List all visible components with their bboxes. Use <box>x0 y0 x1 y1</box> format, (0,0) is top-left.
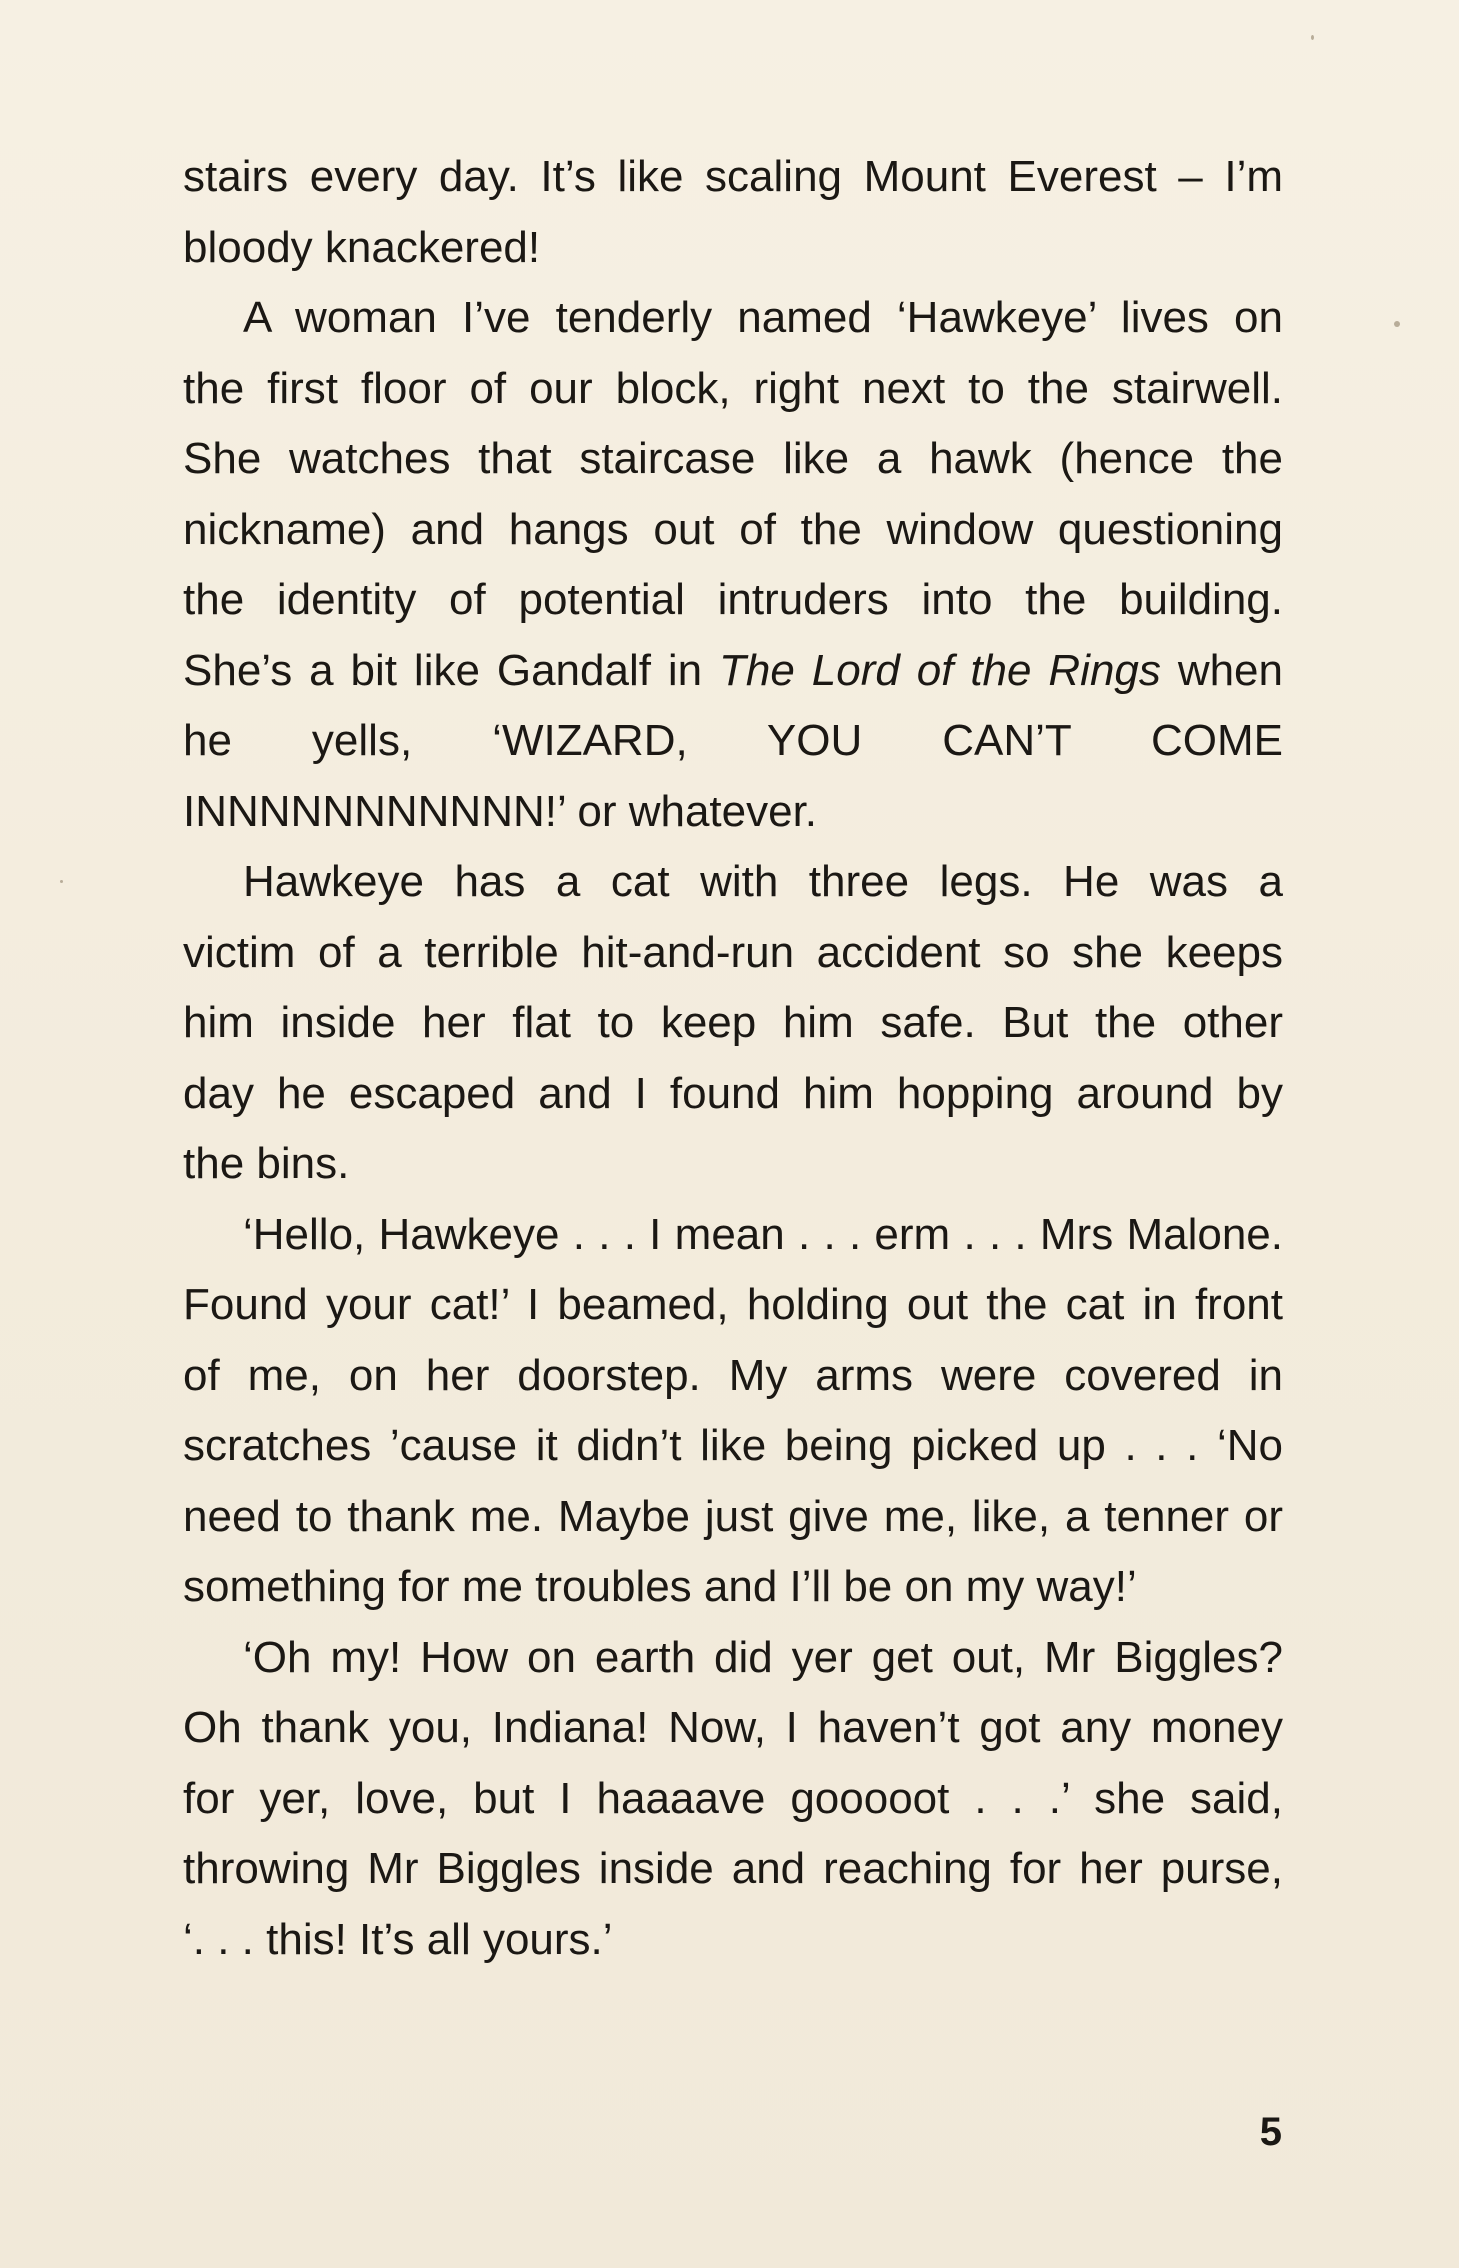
body-text <box>183 142 1283 1975</box>
text-fragment: She’s a bit like Gandalf in <box>183 645 720 695</box>
paper-speck <box>60 880 63 883</box>
text-line: bloody knackered! <box>183 222 541 272</box>
text-line: INNNNNNNNNNN!’ or whatever. <box>183 786 818 836</box>
paper-speck <box>1394 321 1400 327</box>
text-line: nickname) and hangs out of the window questioning <box>183 504 1283 554</box>
text-line: the first floor of our block, right next to the stairwell. <box>183 363 1283 413</box>
text-line: throwing Mr Biggles inside and reaching for her purse, <box>183 1844 1283 1893</box>
page-number: 5 <box>1259 2110 1282 2154</box>
text-line: ‘Hello, Hawkeye . . . I mean . . . erm . . . Mrs Malone. <box>243 1209 1283 1259</box>
text-line: the identity of potential intruders into the building. <box>183 575 1283 624</box>
text-line: him inside her flat to keep him safe. But the other <box>183 998 1283 1047</box>
text-line: of me, on her doorstep. My arms were covered in <box>183 1350 1283 1400</box>
text-line: stairs every day. It’s like scaling Mount Everest – I’m <box>183 152 1283 201</box>
book-title: The Lord of the Rings <box>719 645 1161 695</box>
text-line: scratches ’cause it didn’t like being picked up . . . ‘No <box>183 1421 1283 1470</box>
text-line: She watches that staircase like a hawk (hence the <box>183 434 1283 483</box>
text-line: day he escaped and I found him hopping around by <box>183 1068 1283 1118</box>
text-line: he yells, ‘WIZARD, YOU CAN’T COME <box>183 716 1283 765</box>
text-line: Oh thank you, Indiana! Now, I haven’t got any money <box>183 1703 1283 1752</box>
text-line: something for me troubles and I’ll be on my way!’ <box>183 1562 1137 1611</box>
text-line-gandalf <box>183 636 1283 707</box>
text-line: ‘. . . this! It’s all yours.’ <box>183 1914 613 1964</box>
text-line: Hawkeye has a cat with three legs. He was a <box>243 857 1283 906</box>
text-line: A woman I’ve tenderly named ‘Hawkeye’ lives on <box>243 293 1283 342</box>
text-line: for yer, love, but I haaaave gooooot . . .’ she said, <box>183 1773 1283 1823</box>
text-line: Found your cat!’ I beamed, holding out the cat in front <box>183 1280 1283 1329</box>
text-line: ‘Oh my! How on earth did yer get out, Mr Biggles? <box>243 1632 1283 1682</box>
text-fragment: when <box>1160 645 1284 695</box>
text-line: victim of a terrible hit-and-run accident so she keeps <box>183 927 1283 977</box>
text-line: need to thank me. Maybe just give me, like, a tenner or <box>183 1491 1283 1541</box>
text-line: the bins. <box>183 1139 350 1188</box>
paper-speck <box>1311 35 1314 40</box>
